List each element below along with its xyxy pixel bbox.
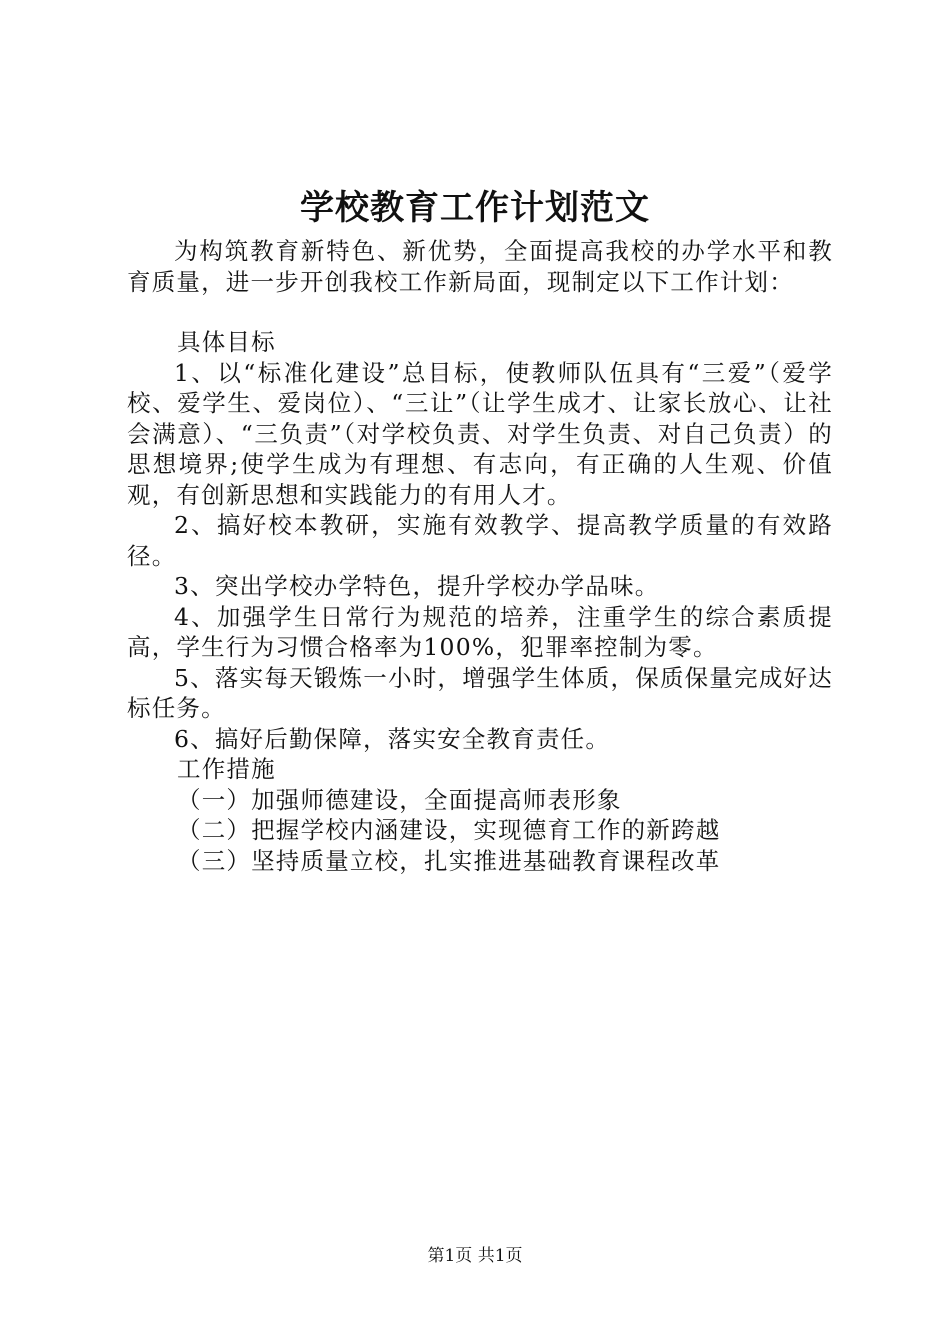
goal-item-6: 6、搞好后勤保障，落实安全教育责任。 xyxy=(174,724,611,753)
goal-item-4: 4、加强学生日常行为规范的培养，注重学生的综合素质提高，学生行为习惯合格率为100%，犯罪率控制为零。 xyxy=(127,602,833,661)
goal-item-1: 1、以“标准化建设”总目标，使教师队伍具有“三爱”（爱学校、爱学生、爱岗位）、“三让”（让学生成才、让家长放心、让社会满意）、“三负责”（对学校负责、对学生负责、对自己负责）的思想境界;使学生成为有理想、有志向，有正确的人生观、价值观，有创新思想和实践能力的有用人才。 xyxy=(127,358,833,509)
measure-item-2: （二）把握学校内涵建设，实现德育工作的新跨越 xyxy=(177,816,721,844)
section-heading-goals: 具体目标 xyxy=(177,328,276,356)
goal-item-2: 2、搞好校本教研，实施有效教学、提高教学质量的有效路径。 xyxy=(127,511,833,570)
paragraph-spacer xyxy=(127,297,833,327)
page-footer: 第1页 共1页 xyxy=(427,1246,523,1266)
goal-item-3: 3、突出学校办学特色，提升学校办学品味。 xyxy=(174,572,660,600)
section-heading-measures: 工作措施 xyxy=(177,755,276,783)
measure-item-3: （三）坚持质量立校，扎实推进基础教育课程改革 xyxy=(177,846,721,875)
document-title: 学校教育工作计划范文 xyxy=(300,188,650,228)
document-body xyxy=(127,236,833,876)
intro-paragraph: 为构筑教育新特色、新优势，全面提高我校的办学水平和教育质量，进一步开创我校工作新局面，现制定以下工作计划： xyxy=(127,237,833,296)
measure-item-1: （一）加强师德建设，全面提高师表形象 xyxy=(177,785,622,814)
goal-item-5: 5、落实每天锻炼一小时，增强学生体质，保质保量完成好达标任务。 xyxy=(127,663,833,722)
